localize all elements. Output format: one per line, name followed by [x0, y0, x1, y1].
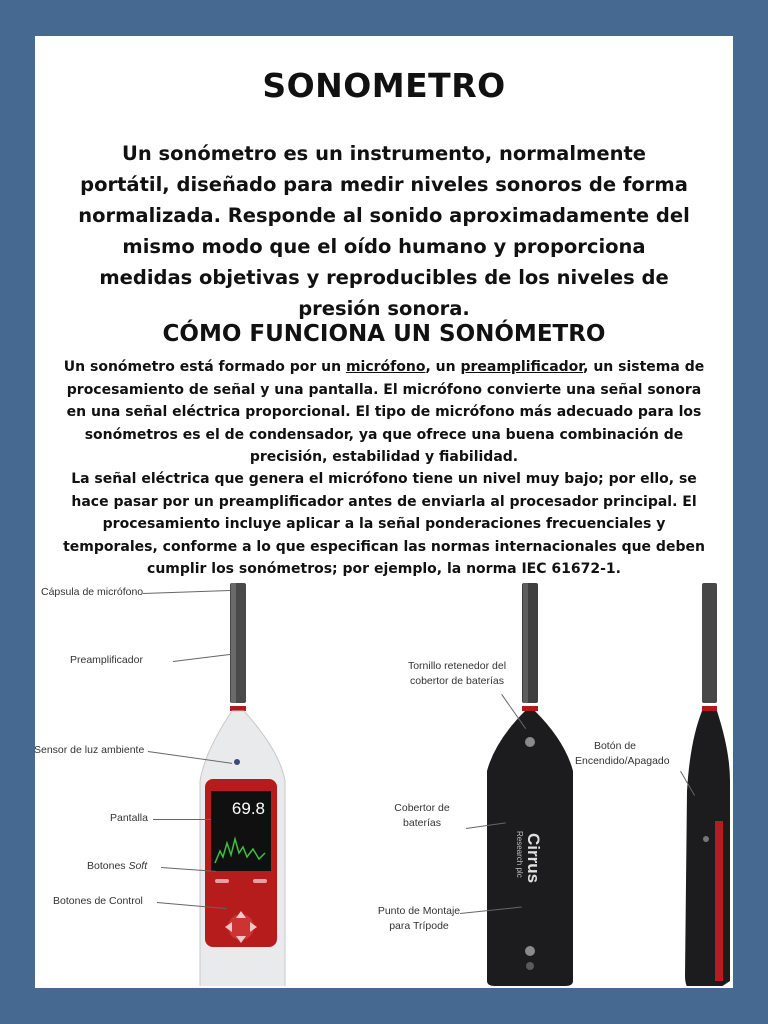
label-botones-soft-italic: Soft [128, 860, 148, 872]
label-sensor: Sensor de luz ambiente [34, 744, 145, 756]
p1-text-a: Un sonómetro está formado por un [63, 359, 346, 375]
page-title: SONOMETRO [262, 66, 506, 105]
label-boton-encendido: Botón de Encendido/Apagado [575, 740, 670, 767]
p1-text-b: , un [425, 359, 461, 375]
label-preamplificador: Preamplificador [70, 654, 143, 666]
label-capsula: Cápsula de micrófono [41, 586, 144, 598]
brand-subtext: Research plc [515, 831, 524, 878]
label-botones-control: Botones de Control [53, 895, 143, 907]
paragraph-2: La señal eléctrica que genera el micrófono tiene un nivel muy bajo; por ello, se hace pasar por un preamplificador antes de enviarla al procesador principal. El procesamiento incluye aplicar a la señal ponderaciones frecuenciales y temporales, conforme a lo que especifican las normas internacionales que deben cumplir los sonómetros; por ejemplo, la norma IEC 61672-1. [63, 471, 705, 577]
label-punto-montaje: Punto de Montaje para Trípode [377, 905, 461, 932]
microfono-link[interactable]: micrófono [345, 359, 426, 375]
label-botones-soft-text: Botones [87, 860, 129, 872]
sound-level-meter-figure [35, 581, 733, 986]
screen-reading: 69.8 [231, 799, 265, 818]
label-botones-soft [87, 859, 147, 874]
p1-text-c: , un sistema de procesamiento de señal y una pantalla. El micrófono convierte una señal sonora en una señal eléctrica proporcional. El tipo de micrófono más adecuado para los sonómetros es el de condensador, ya que ofrece una buena combinación de precisión, estabilidad y fiabilidad. [66, 359, 705, 465]
label-tornillo: Tornillo retenedor del cobertor de baterías [407, 660, 507, 687]
preamplificador-link[interactable]: preamplificador [460, 359, 584, 375]
label-cobertor: Cobertor de baterías [394, 802, 450, 829]
document-page [35, 36, 733, 988]
leader-line [153, 819, 211, 820]
paragraph-1 [55, 356, 713, 469]
intro-paragraph: Un sonómetro es un instrumento, normalmente portátil, diseñado para medir niveles sonoros de forma normalizada. Responde al sonido aproximadamente del mismo modo que el oído humano y proporciona medidas objetivas y reproducibles de los niveles de presión sonora. [78, 142, 690, 320]
section-heading: CÓMO FUNCIONA UN SONÓMETRO [162, 321, 606, 347]
brand-text: Cirrus [524, 833, 543, 884]
label-pantalla: Pantalla [110, 812, 148, 824]
